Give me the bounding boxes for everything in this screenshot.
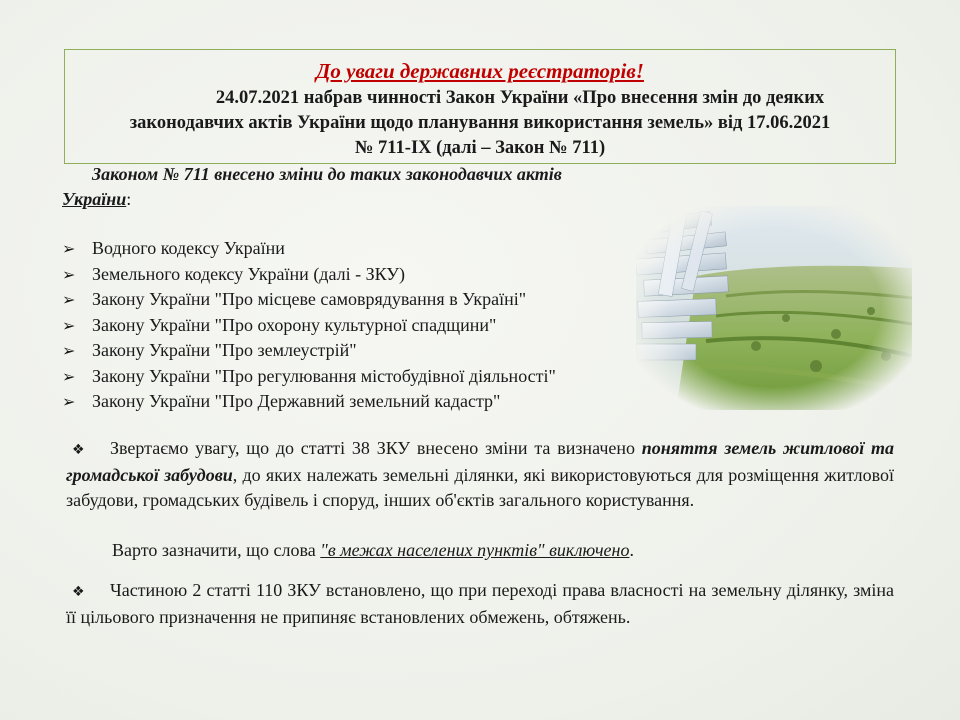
note-quote: "в межах населених пунктів" виключено [320, 540, 630, 560]
intro-text [62, 162, 662, 212]
list-item [62, 338, 556, 364]
list-item [62, 262, 556, 288]
paragraph-article-110 [66, 578, 894, 630]
arrow-bullet-icon: ➢ [62, 341, 76, 360]
act-label: Закону України "Про регулювання містобудівної діяльності" [92, 365, 556, 386]
arrow-bullet-icon: ➢ [62, 290, 76, 309]
act-label: Закону України "Про землеустрій" [92, 340, 357, 360]
arrow-bullet-icon: ➢ [62, 239, 76, 258]
act-label: Земельного кодексу України (далі - ЗКУ) [92, 263, 405, 284]
note-text: Варто зазначити, що слова [112, 540, 316, 560]
arrow-bullet-icon: ➢ [62, 366, 76, 386]
documents-landscape-illustration [636, 206, 912, 410]
paragraph1-tail: , до яких належать земельні ділянки, які використовуються для розміщення житлової забудови, громадських будівель і споруд, інших об'єктів загального користування. [66, 465, 894, 510]
arrow-bullet-icon: ➢ [62, 315, 76, 335]
arrow-bullet-icon: ➢ [62, 392, 76, 411]
intro-ukraine-word: України [62, 189, 127, 209]
paragraph-land-concept [66, 436, 894, 513]
intro-line-2 [62, 187, 662, 212]
list-item [62, 364, 556, 390]
acts-list [62, 236, 556, 415]
list-item [62, 389, 556, 415]
act-label: Закону України "Про охорону культурної спадщини" [92, 314, 497, 335]
notice-title: До уваги державних реєстраторів! [316, 59, 644, 83]
act-label: Водного кодексу України [92, 238, 285, 258]
paragraph1-text: Звертаємо увагу, що до статті 38 ЗКУ внесено зміни та визначено [110, 438, 636, 458]
diamond-bullet-icon: ❖ [72, 442, 85, 458]
diamond-bullet-icon: ❖ [72, 584, 85, 600]
arrow-bullet-icon: ➢ [62, 264, 76, 284]
note-period: . [629, 540, 634, 560]
notice-box [64, 49, 896, 164]
notice-line-2: законодавчих актів України щодо планування використання земель» від 17.06.2021 [129, 113, 831, 133]
act-label: Закону України "Про Державний земельний кадастр" [92, 391, 501, 411]
act-label: Закону України "Про місцеве самоврядування в Україні" [92, 289, 527, 309]
intro-line-1: Законом № 711 внесено зміни до таких законодавчих актів [92, 164, 562, 184]
documents-landscape-image [636, 206, 912, 410]
intro-colon: : [126, 189, 132, 209]
notice-line-1: 24.07.2021 набрав чинності Закон України «Про внесення змін до деяких [215, 88, 825, 108]
paragraph1-emphasis: поняття земель житлової та громадської забудови [66, 438, 894, 485]
note-settlements [112, 538, 634, 563]
notice-line-3: № 711-IX (далі – Закон № 711) [354, 138, 606, 158]
list-item [62, 236, 556, 262]
notice-text [71, 86, 889, 161]
paragraph2-text: Частиною 2 статті 110 ЗКУ встановлено, що при переході права власності на земельну ділянку, зміна її цільового призначення не припиняє встановлених обмежень, обтяжень. [66, 580, 894, 627]
list-item [62, 313, 556, 339]
list-item [62, 287, 556, 313]
